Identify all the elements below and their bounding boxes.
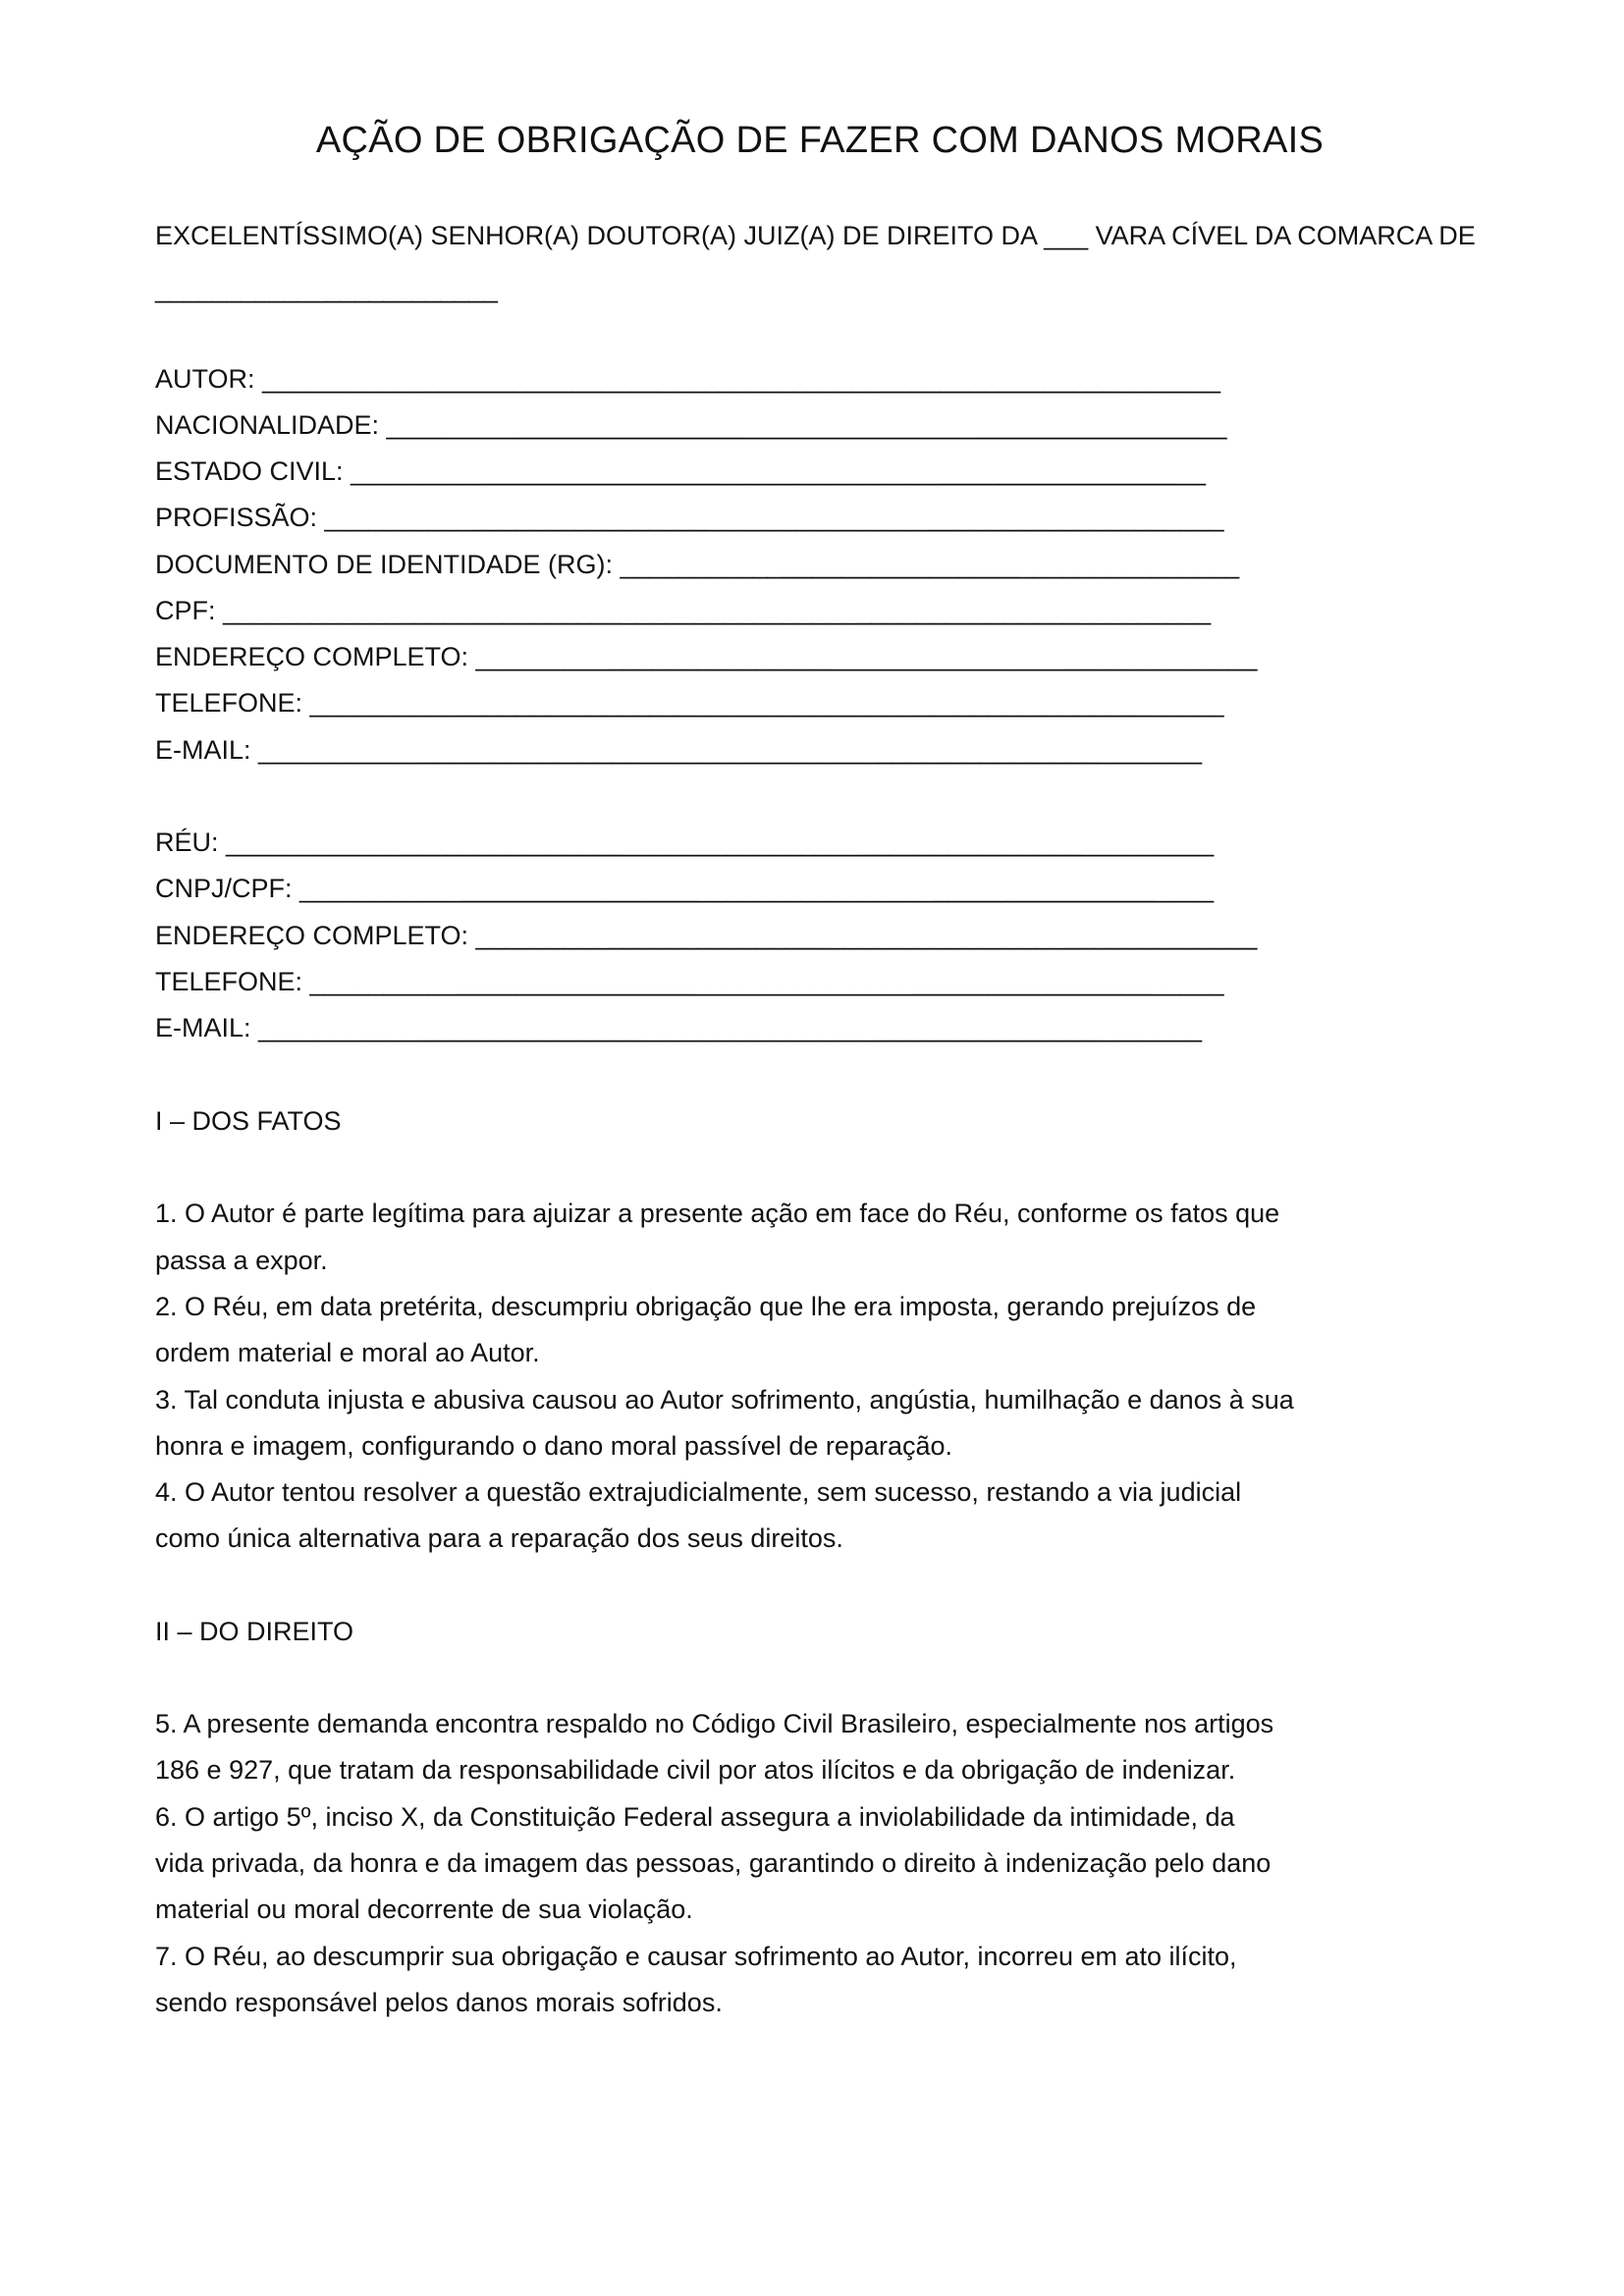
field-nacionalidade: NACIONALIDADE: _________________________________________________________	[155, 410, 1227, 440]
section-heading-direito: II – DO DIREITO	[155, 1617, 354, 1646]
paragraph-line: honra e imagem, configurando o dano moral passível de reparação.	[155, 1431, 952, 1461]
field-rg: DOCUMENTO DE IDENTIDADE (RG): __________________________________________	[155, 550, 1240, 579]
field-cnpj-cpf: CNPJ/CPF: ______________________________________________________________	[155, 874, 1215, 903]
paragraph-line: ordem material e moral ao Autor.	[155, 1338, 540, 1367]
field-profissao: PROFISSÃO: _____________________________________________________________	[155, 503, 1224, 532]
field-email-autor: E-MAIL: ________________________________________________________________	[155, 735, 1203, 765]
paragraph-line: 1. O Autor é parte legítima para ajuizar a presente ação em face do Réu, conforme os fatos que	[155, 1199, 1280, 1228]
paragraph-line: vida privada, da honra e da imagem das pessoas, garantindo o direito à indenização pelo dano	[155, 1848, 1272, 1878]
paragraph-line: 3. Tal conduta injusta e abusiva causou ao Autor sofrimento, angústia, humilhação e danos à sua	[155, 1385, 1294, 1415]
field-estado-civil: ESTADO CIVIL: __________________________________________________________	[155, 456, 1206, 486]
paragraph-line: 4. O Autor tentou resolver a questão extrajudicialmente, sem sucesso, restando a via judicial	[155, 1477, 1242, 1507]
paragraph-line: 2. O Réu, em data pretérita, descumpriu obrigação que lhe era imposta, gerando prejuízos de	[155, 1292, 1257, 1321]
field-endereco-reu: ENDEREÇO COMPLETO: _____________________________________________________	[155, 921, 1258, 950]
section-heading-fatos: I – DOS FATOS	[155, 1106, 342, 1136]
paragraph-line: 7. O Réu, ao descumprir sua obrigação e causar sofrimento ao Autor, incorreu em ato ilícito,	[155, 1942, 1237, 1971]
court-district-blank: ________________________	[155, 274, 498, 303]
document-title: AÇÃO DE OBRIGAÇÃO DE FAZER COM DANOS MORAIS	[315, 120, 1325, 161]
paragraph-line: 186 e 927, que tratam da responsabilidade civil por atos ilícitos e da obrigação de indenizar.	[155, 1755, 1236, 1785]
field-endereco-autor: ENDEREÇO COMPLETO: _____________________________________________________	[155, 642, 1258, 671]
field-email-reu: E-MAIL: ________________________________________________________________	[155, 1013, 1203, 1042]
field-telefone-autor: TELEFONE: ______________________________________________________________	[155, 688, 1224, 718]
paragraph-line: 6. O artigo 5º, inciso X, da Constituição Federal assegura a inviolabilidade da intimidade, da	[155, 1802, 1235, 1832]
paragraph-line: sendo responsável pelos danos morais sofridos.	[155, 1988, 723, 2017]
field-reu: RÉU: ___________________________________________________________________	[155, 828, 1215, 857]
paragraph-line: como única alternativa para a reparação dos seus direitos.	[155, 1523, 843, 1553]
paragraph-line: passa a expor.	[155, 1246, 328, 1275]
field-autor: AUTOR: _________________________________________________________________	[155, 364, 1221, 394]
field-cpf: CPF: ___________________________________________________________________	[155, 596, 1212, 625]
field-telefone-reu: TELEFONE: ______________________________________________________________	[155, 967, 1224, 996]
paragraph-line: material ou moral decorrente de sua violação.	[155, 1895, 693, 1924]
court-address-line: EXCELENTÍSSIMO(A) SENHOR(A) DOUTOR(A) JUIZ(A) DE DIREITO DA ___ VARA CÍVEL DA COMARCA DE	[155, 221, 1476, 250]
paragraph-line: 5. A presente demanda encontra respaldo no Código Civil Brasileiro, especialmente nos artigos	[155, 1709, 1274, 1738]
